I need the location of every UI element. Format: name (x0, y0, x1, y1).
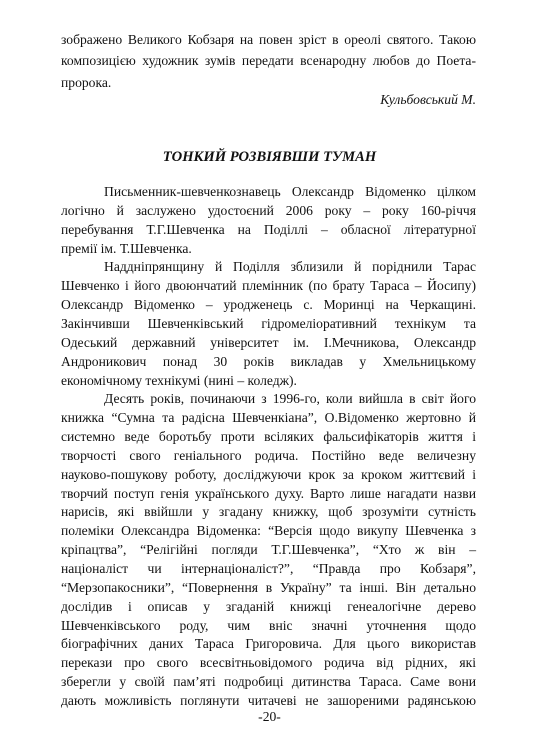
text-line: Закінчивши Шевченківський гідромеліоративний технікум та (61, 316, 476, 331)
text-line: композицією художник зумів передати всенародну любов до Поета- (61, 53, 476, 68)
text-line: дають можливість поглянути читачеві не зашореними радянською (61, 693, 476, 708)
text-line: біографічних даних Тараса Григоровича. Для цього використав (61, 636, 476, 651)
text-line: дослідив і описав у згаданій книжці генеалогічне дерево (61, 599, 476, 614)
text-line: Одеський державний університет ім. І.Мечникова, Олександр (61, 335, 476, 350)
text-line: економічному технікумі (нині – коледж). (61, 373, 297, 388)
text-line: логічно й заслужено удостоєний 2006 року – року 160-річчя (61, 203, 476, 218)
text-line: Наддніпрянщину й Поділля зблизили й поріднили Тарас (104, 259, 476, 274)
text-line: “Мерзопакосники”, “Повернення в Україну” та інші. Він детально (61, 580, 476, 595)
text-line: нарисів, які ввійшли у згадану книжку, щоб зрозуміти сутність (61, 504, 476, 519)
text-line: Письменник-шевченкознавець Олександр Відоменко цілком (104, 184, 476, 199)
author-signature: Кульбовський М. (380, 92, 476, 107)
text-line: Десять років, починаючи з 1996-го, коли вийшла в світ його (104, 391, 476, 406)
text-line: творчості свого геніального родича. Постійно веде величезну (61, 448, 476, 463)
text-line: націоналіст чи інтернаціоналіст?”, “Правда про Кобзаря”, (61, 561, 476, 576)
text-line: полеміки Олександра Відоменка: “Версія щодо викупу Шевченка з (61, 523, 476, 538)
page-number: -20- (258, 709, 281, 724)
text-line: системно веде боротьбу проти всіляких фальсифікаторів життя і (61, 429, 476, 444)
article-title: ТОНКИЙ РОЗВІЯВШИ ТУМАН (162, 149, 377, 165)
text-line: творчий поступ генія українського духу. Варто лише нагадати назви (61, 486, 476, 501)
text-line: перекази про свого всесвітньовідомого родича від рідних, які (61, 655, 476, 670)
text-line: премії ім. Т.Шевченка. (61, 241, 192, 256)
text-line: Олександр Відоменко – уродженець с. Моринці на Черкащині. (61, 297, 476, 312)
text-line: Шевченко і його двоюнчатий племінник (по брату Тараса – Йосипу) (61, 278, 476, 293)
text-line: книжка “Сумна та радісна Шевченкіана”, О.Відоменко жертовно й (61, 410, 476, 425)
text-line: науково-пошукову роботу, досліджуючи крок за кроком життєвий і (61, 467, 476, 482)
text-line: Андроникович понад 30 років викладав у Хмельницькому (61, 354, 476, 369)
text-line: кріпацтва”, “Релігійні погляди Т.Г.Шевченка”, “Хто ж він – (61, 542, 476, 557)
text-line: зображено Великого Кобзаря на повен зріст в ореолі святого. Такою (61, 32, 476, 47)
text-line: Шевченківського роду, чим вніс значні уточнення щодо (61, 618, 476, 633)
text-line: зберегли у своїй пам’яті подробиці дитинства Тараса. Саме вони (61, 674, 476, 689)
text-line: пророка. (61, 75, 112, 90)
text-line: перебування Т.Г.Шевченка на Поділлі – обласної літературної (61, 222, 476, 237)
